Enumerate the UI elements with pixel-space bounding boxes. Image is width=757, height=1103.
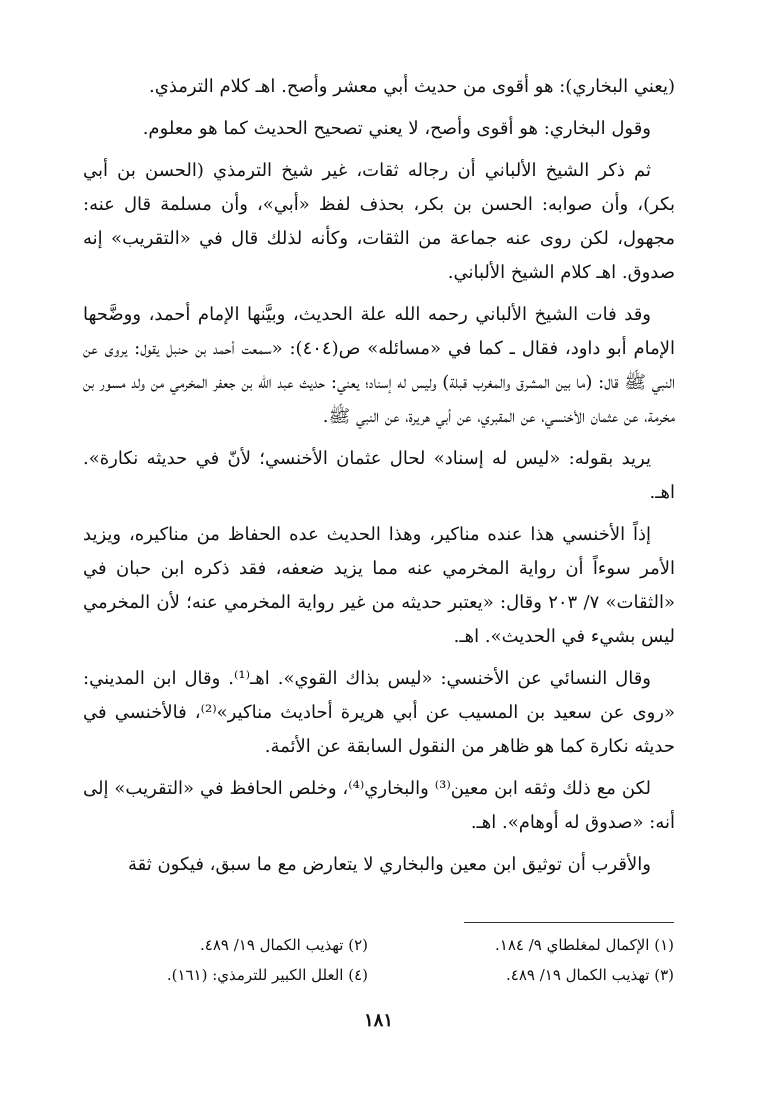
paragraph-6: إذاً الأخنسي هذا عنده مناكير، وهذا الحديث عده الحفاظ من مناكيره، ويزيد الأمر سوءاً أن رواية المخرمي عنه مما يزيد ضعفه، فقد ذكره ابن حبان في «الثقات» ٧/ ٢٠٣ وقال: «يعتبر حديثه من غير رواية المخرمي عنه؛ لأن المخرمي ليس بشيء في الحديث». اهـ. bbox=[83, 524, 675, 647]
footnote-4: (٤) العلل الكبير للترمذي: (١٦١). bbox=[166, 966, 368, 984]
paragraph-3: ثم ذكر الشيخ الألباني أن رجاله ثقات، غير شيخ الترمذي (الحسن بن أبي بكر)، وأن صوابه: الحسن بن بكر، بحذف لفظ «أبي»، وأن مسلمة قال عنه: مجهول، لكن روى عنه جماعة من الثقات، وكأنه لذلك قال في «التقريب» إنه صدوق. اهـ كلام الشيخ الألباني. bbox=[83, 160, 675, 283]
paragraph-4: وقد فات الشيخ الألباني رحمه الله علة الحديث، وبيَّنها الإمام أحمد، ووضَّحها الإمام أبو داود، فقال ـ كما في «مسائله» ص(٤٠٤): «سمعت أحمد بن حنبل يقول: يروى عن النبي ﷺ قال: (ما بين المشرق والمغرب قبلة) وليس له إسناد؛ يعني: حديث عبد الله بن جعفر المخرمي من ولد مسور بن مخرمة، عن عثمان الأخنسي، عن المقبري، عن أبي هريرة، عن النبي ﷺ. bbox=[83, 304, 675, 427]
paragraph-9: والأقرب أن توثيق ابن معين والبخاري لا يتعارض مع ما سبق، فيكون ثقة bbox=[127, 854, 651, 875]
footnote-divider bbox=[464, 922, 674, 923]
footnote-3: (٣) تهذيب الكمال ١٩/ ٤٨٩. bbox=[505, 966, 674, 984]
paragraph-8: لكن مع ذلك وثقه ابن معين⁽³⁾ والبخاري⁽⁴⁾، وخلص الحافظ في «التقريب» إلى أنه: «صدوق له أوهام». اهـ. bbox=[83, 778, 675, 833]
page-number: ١٨١ bbox=[363, 1010, 393, 1031]
paragraph-1: (يعني البخاري): هو أقوى من حديث أبي معشر وأصح. اهـ كلام الترمذي. bbox=[149, 76, 675, 97]
main-text bbox=[83, 70, 675, 890]
footnotes bbox=[82, 932, 674, 988]
footnote-1: (١) الإكمال لمغلطاي ٩/ ١٨٤. bbox=[495, 936, 674, 954]
paragraph-7: وقال النسائي عن الأخنسي: «ليس بذاك القوي». اهـ⁽¹⁾. وقال ابن المديني: «روى عن سعيد بن المسيب عن أبي هريرة أحاديث مناكير»⁽²⁾، فالأخنسي في حديثه نكارة كما هو ظاهر من النقول السابقة عن الأئمة. bbox=[83, 668, 676, 757]
paragraph-2: وقول البخاري: هو أقوى وأصح، لا يعني تصحيح الحديث كما هو معلوم. bbox=[142, 118, 651, 139]
paragraph-5: يريد بقوله: «ليس له إسناد» لحال عثمان الأخنسي؛ لأنّ في حديثه نكارة». اهـ. bbox=[83, 448, 675, 503]
footnote-2: (٢) تهذيب الكمال ١٩/ ٤٨٩. bbox=[199, 936, 368, 954]
